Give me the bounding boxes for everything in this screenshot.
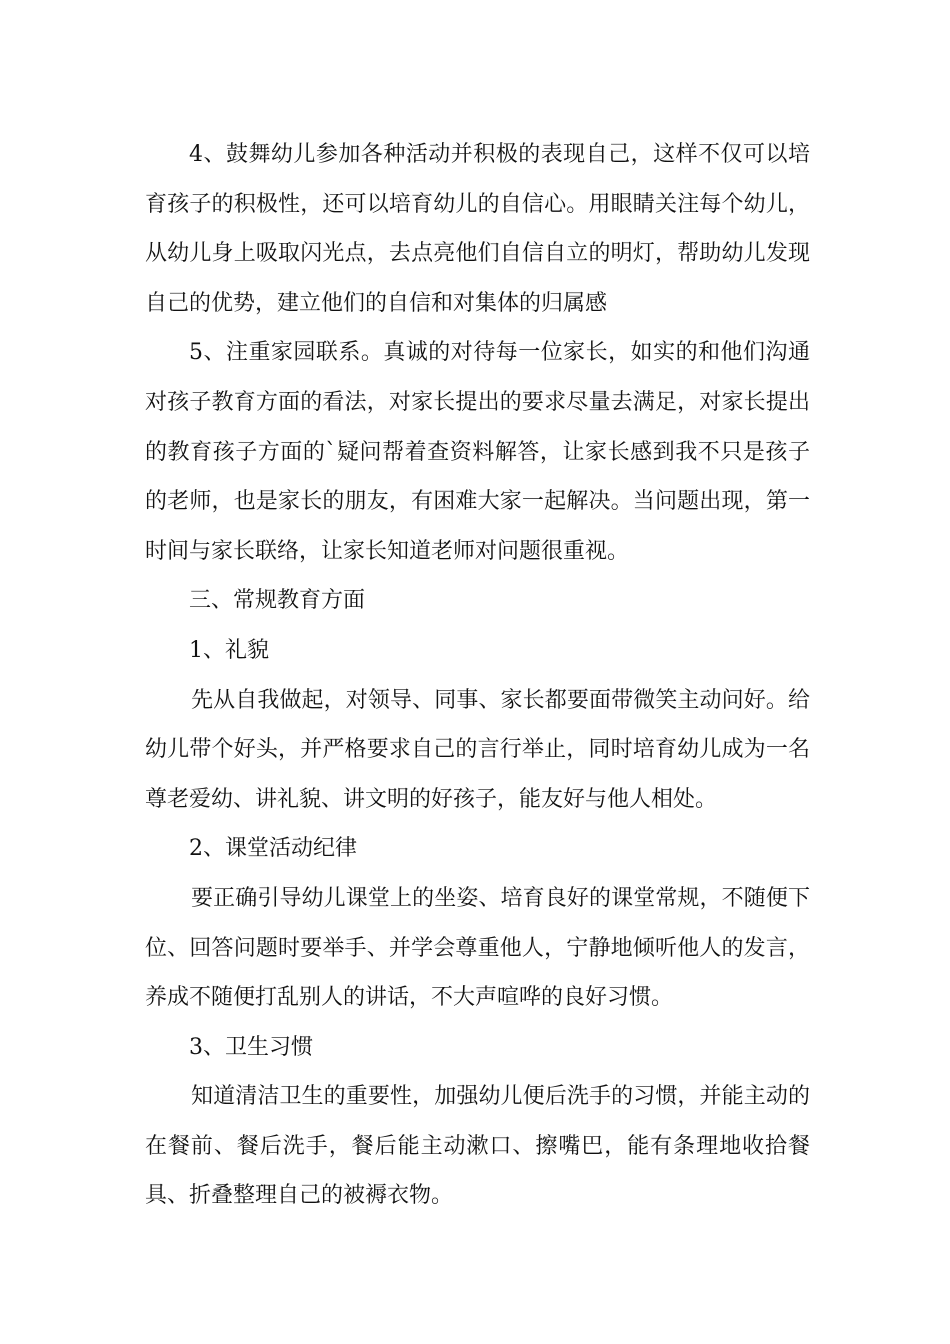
document-body	[145, 130, 810, 1221]
section-heading-routine-education: 三、常规教育方面	[189, 588, 366, 614]
paragraph-politeness: 先从自我做起，对领导、同事、家长都要面带微笑主动问好。给幼儿带个好头，并严格要求自己的言行举止，同时培育幼儿成为一名尊老爱幼、讲礼貌、讲文明的好孩子，能友好与他人相处。	[145, 687, 810, 812]
subheading-hygiene-habits: 3、卫生习惯	[189, 1034, 313, 1060]
subheading-politeness: 1、礼貌	[189, 637, 269, 663]
paragraph-hygiene-habits: 知道清洁卫生的重要性，加强幼儿便后洗手的习惯，并能主动的在餐前、餐后洗手，餐后能主动漱口、擦嘴巴，能有条理地收拾餐具、折叠整理自己的被褥衣物。	[145, 1084, 810, 1209]
subheading-classroom-discipline: 2、课堂活动纪律	[189, 836, 357, 862]
paragraph-classroom-discipline: 要正确引导幼儿课堂上的坐姿、培育良好的课堂常规，不随便下位、回答问题时要举手、并学会尊重他人，宁静地倾听他人的发言，养成不随便打乱别人的讲话，不大声喧哗的良好习惯。	[145, 885, 810, 1011]
paragraph-encourage-participation: 4、鼓舞幼儿参加各种活动并积极的表现自己，这样不仅可以培育孩子的积极性，还可以培育幼儿的自信心。用眼睛关注每个幼儿，从幼儿身上吸取闪光点，去点亮他们自信自立的明灯，帮助幼儿发现自己的优势，建立他们的自信和对集体的归属感	[145, 142, 810, 316]
paragraph-home-school-contact: 5、注重家园联系。真诚的对待每一位家长，如实的和他们沟通对孩子教育方面的看法，对家长提出的要求尽量去满足，对家长提出的教育孩子方面的`疑问帮着查资料解答，让家长感到我不只是孩子的老师，也是家长的朋友，有困难大家一起解决。当问题出现，第一时间与家长联络，让家长知道老师对问题很重视。	[145, 340, 810, 564]
